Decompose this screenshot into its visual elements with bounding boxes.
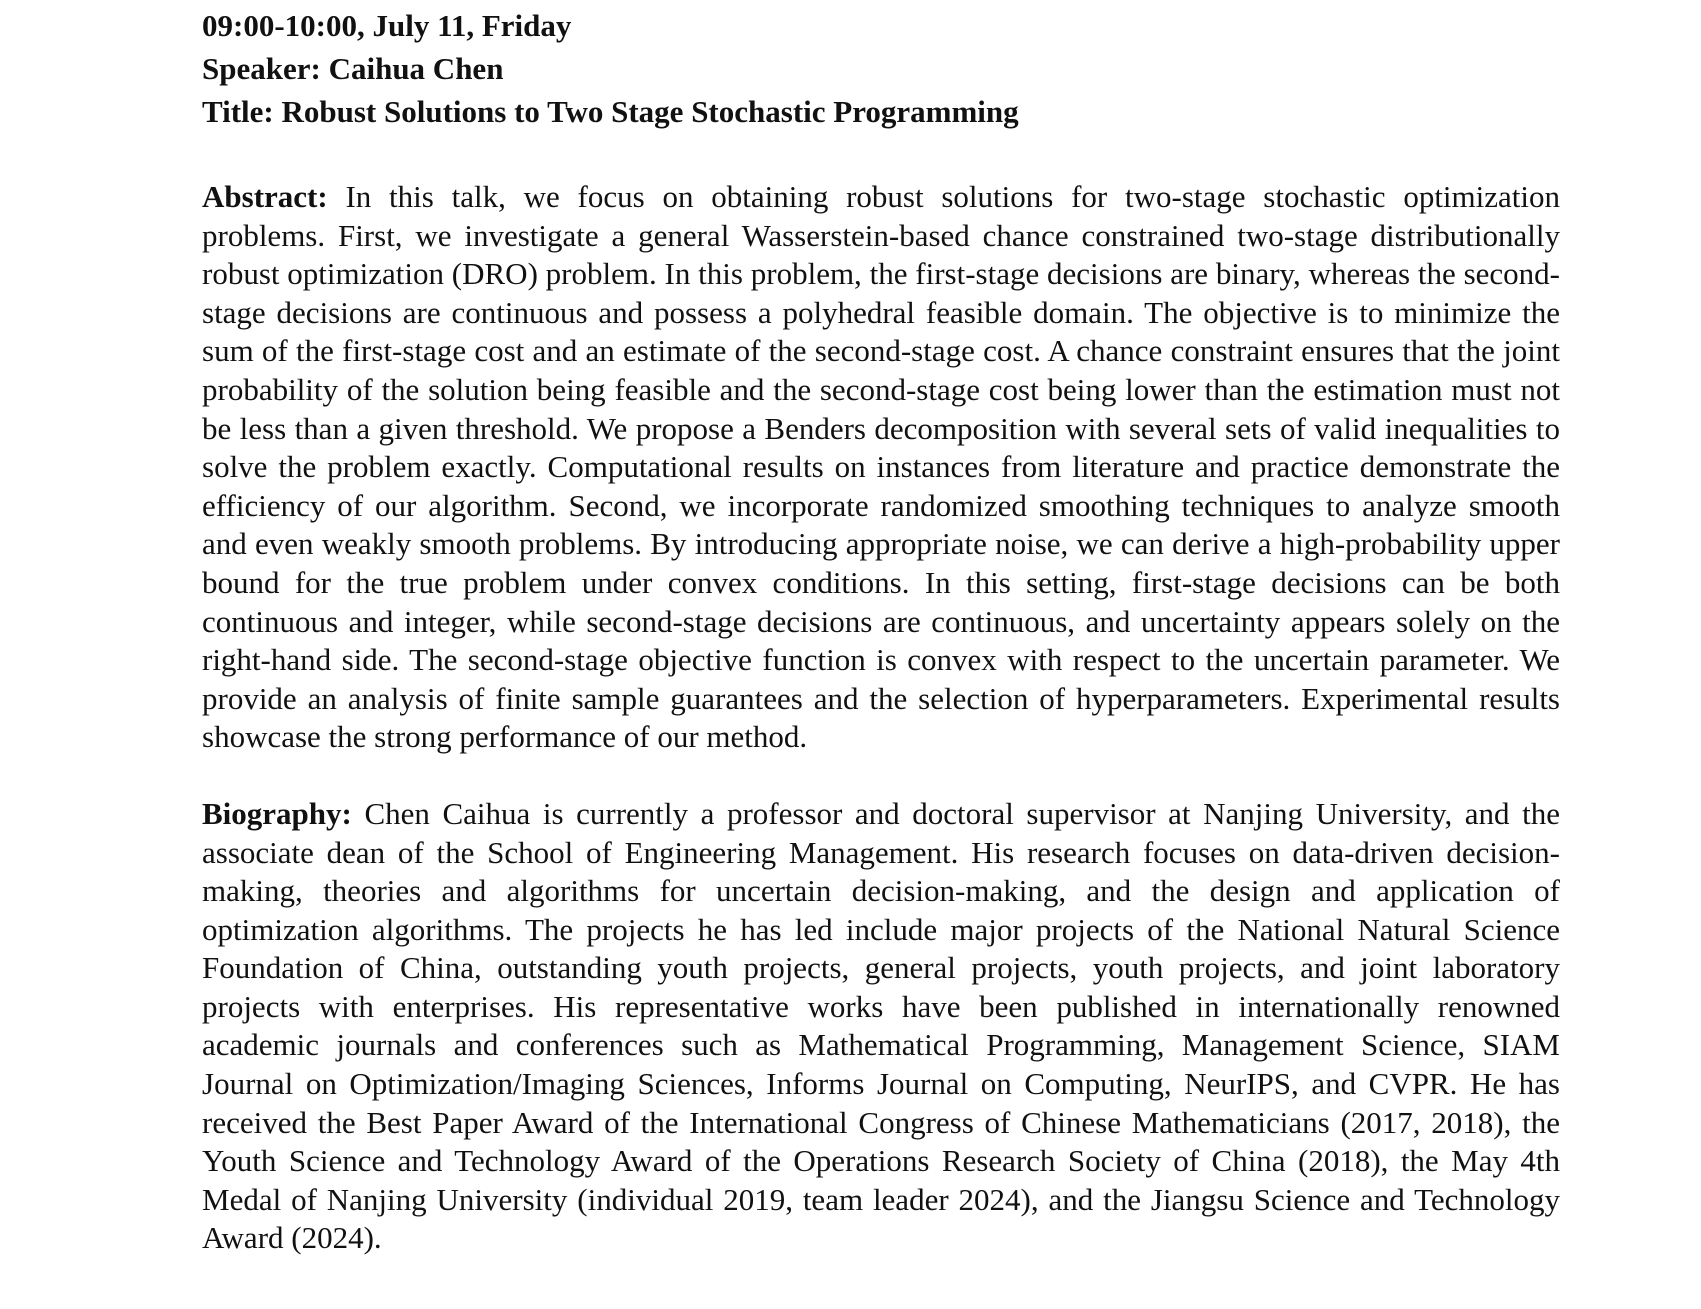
abstract-label: Abstract: — [202, 179, 328, 214]
abstract-paragraph — [202, 178, 1560, 757]
biography-paragraph — [202, 795, 1560, 1258]
talk-page — [202, 4, 1560, 1258]
speaker-line: Speaker: Caihua Chen — [202, 51, 504, 86]
biography-text: Chen Caihua is currently a professor and doctoral supervisor at Nanjing University, and the associate dean of the School of Engineering Management. His research focuses on data-driven decision-making, theories and algorithms for uncertain decision-making, and the design and application of optimization algorithms. The projects he has led include major projects of the National Natural Science Foundation of China, outstanding youth projects, general projects, youth projects, and joint laboratory projects with enterprises. His representative works have been published in internationally renowned academic journals and conferences such as Mathematical Programming, Management Science, SIAM Journal on Optimization/Imaging Sciences, Informs Journal on Computing, NeurIPS, and CVPR. He has received the Best Paper Award of the International Congress of Chinese Mathematicians (2017, 2018), the Youth Science and Technology Award of the Operations Research Society of China (2018), the May 4th Medal of Nanjing University (individual 2019, team leader 2024), and the Jiangsu Science and Technology Award (2024). — [202, 795, 1560, 1256]
abstract-text: In this talk, we focus on obtaining robust solutions for two-stage stochastic optimization problems. First, we investigate a general Wasserstein-based chance constrained two-stage distributionally robust optimization (DRO) problem. In this problem, the first-stage decisions are binary, whereas the second-stage decisions are continuous and possess a polyhedral feasible domain. The objective is to minimize the sum of the first-stage cost and an estimate of the second-stage cost. A chance constraint ensures that the joint probability of the solution being feasible and the second-stage cost being lower than the estimation must not be less than a given threshold. We propose a Benders decomposition with several sets of valid inequalities to solve the problem exactly. Computational results on instances from literature and practice demonstrate the efficiency of our algorithm. Second, we incorporate randomized smoothing techniques to analyze smooth and even weakly smooth problems. By introducing appropriate noise, we can derive a high-probability upper bound for the true problem under convex conditions. In this setting, first-stage decisions can be both continuous and integer, while second-stage decisions are continuous, and uncertainty appears solely on the right-hand side. The second-stage objective function is convex with respect to the uncertain parameter. We provide an analysis of finite sample guarantees and the selection of hyperparameters. Experimental results showcase the strong performance of our method. — [202, 179, 1561, 755]
biography-label: Biography: — [202, 795, 352, 831]
session-time: 09:00-10:00, July 11, Friday — [202, 8, 572, 43]
talk-title: Title: Robust Solutions to Two Stage Stochastic Programming — [202, 94, 1019, 129]
